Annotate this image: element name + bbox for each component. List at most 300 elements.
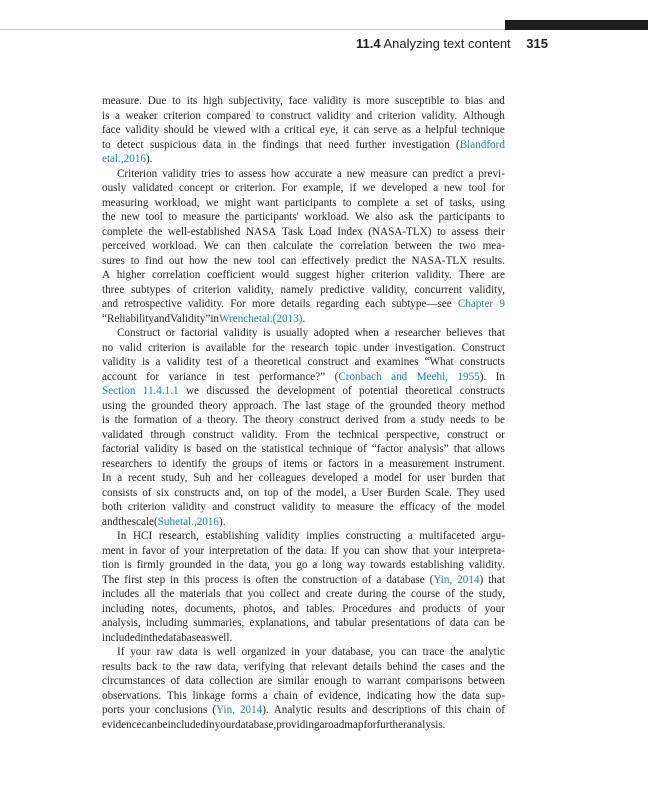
word: data. bbox=[305, 544, 327, 557]
word: items bbox=[283, 457, 308, 470]
word: a bbox=[319, 718, 325, 731]
word: workload. bbox=[152, 240, 197, 252]
citation-link[interactable]: al. bbox=[261, 312, 273, 325]
word: study bbox=[420, 414, 445, 426]
word: to bbox=[172, 95, 181, 107]
word: the bbox=[457, 501, 471, 513]
word: study, bbox=[478, 588, 505, 600]
word: model bbox=[374, 472, 403, 484]
word: research, bbox=[158, 530, 199, 542]
word: tabular bbox=[335, 617, 367, 629]
word: can bbox=[473, 617, 490, 629]
text-line bbox=[102, 94, 505, 109]
word: complete bbox=[357, 196, 399, 209]
word: establishing bbox=[410, 559, 464, 571]
word: validity bbox=[281, 501, 316, 513]
word bbox=[499, 297, 505, 312]
word: multifaceted bbox=[419, 530, 475, 542]
word: grounded bbox=[169, 559, 212, 571]
word: in bbox=[364, 457, 373, 470]
word: account bbox=[102, 370, 137, 383]
word: In bbox=[495, 370, 505, 383]
citation-link[interactable]: Blandford bbox=[459, 138, 505, 151]
word: the bbox=[114, 414, 129, 426]
word: to bbox=[255, 109, 265, 122]
word: can bbox=[401, 646, 417, 658]
word: construct bbox=[192, 428, 234, 441]
citation-link[interactable]: 9 bbox=[499, 298, 505, 310]
word: Task bbox=[282, 225, 303, 238]
word: construct bbox=[234, 501, 276, 513]
word: validity bbox=[223, 327, 258, 339]
word: that bbox=[289, 660, 307, 673]
word: be bbox=[494, 414, 505, 426]
word: face bbox=[288, 95, 308, 107]
word: Criterion bbox=[117, 167, 158, 180]
text-line bbox=[102, 152, 505, 167]
word: (NASA-TLX) bbox=[368, 225, 432, 238]
text-line bbox=[102, 283, 505, 298]
word: in bbox=[210, 312, 219, 325]
word: 2016). bbox=[123, 153, 153, 165]
word: (Blandford bbox=[456, 138, 505, 151]
citation-link[interactable]: Cronbach bbox=[338, 370, 382, 383]
word bbox=[102, 384, 135, 399]
word: a bbox=[114, 109, 120, 122]
word: of bbox=[435, 617, 445, 629]
word bbox=[183, 515, 197, 530]
word: a bbox=[376, 573, 382, 586]
word: your bbox=[484, 602, 505, 615]
word: as bbox=[401, 124, 412, 136]
word: notes, bbox=[151, 602, 178, 615]
word: From bbox=[285, 428, 310, 441]
word: is bbox=[124, 559, 132, 571]
text-line bbox=[102, 660, 505, 675]
word: validity, bbox=[468, 283, 505, 296]
word: of bbox=[445, 588, 455, 600]
word bbox=[219, 312, 254, 327]
word: comparisons bbox=[406, 675, 463, 687]
word: or bbox=[495, 428, 505, 441]
word: developed bbox=[381, 182, 428, 194]
word: coefficient bbox=[207, 269, 255, 281]
word: Scale. bbox=[424, 486, 452, 499]
word: is bbox=[102, 414, 110, 426]
citation-link[interactable]: Chapter bbox=[457, 298, 494, 310]
word: performance?” bbox=[258, 370, 326, 383]
word: validity bbox=[166, 356, 201, 368]
word: tool bbox=[468, 182, 486, 194]
word: Construct bbox=[117, 327, 161, 339]
word: database bbox=[386, 573, 425, 586]
word: also bbox=[375, 211, 394, 223]
word: can bbox=[225, 240, 241, 252]
word: of bbox=[434, 196, 444, 209]
citation-link[interactable]: al., bbox=[110, 153, 124, 165]
text-line bbox=[102, 210, 505, 225]
word: statistical bbox=[261, 443, 304, 455]
word: is bbox=[203, 646, 211, 658]
word: weaker bbox=[125, 109, 158, 122]
word: “factor bbox=[371, 443, 403, 455]
word: top bbox=[264, 486, 279, 499]
text-line bbox=[102, 616, 505, 631]
word: tries bbox=[201, 167, 221, 180]
word: to bbox=[496, 211, 505, 223]
text-line bbox=[102, 486, 505, 501]
word: validity. bbox=[415, 269, 452, 281]
word: your bbox=[129, 704, 150, 716]
word: tasks, bbox=[449, 196, 475, 209]
word: validity, bbox=[371, 283, 408, 296]
word: Load bbox=[308, 225, 332, 238]
header-tab-bar bbox=[505, 20, 648, 30]
word: two bbox=[459, 240, 476, 252]
word: materials bbox=[179, 588, 221, 600]
word: and bbox=[102, 515, 119, 528]
word: We bbox=[354, 211, 370, 223]
word: the bbox=[370, 399, 384, 412]
word: in bbox=[205, 718, 215, 731]
citation-link[interactable]: Section bbox=[102, 385, 136, 397]
word: long bbox=[322, 559, 343, 571]
running-header bbox=[0, 36, 548, 51]
word: results. bbox=[473, 254, 505, 267]
word: of bbox=[182, 414, 192, 426]
citation-link[interactable]: 1955 bbox=[457, 370, 480, 383]
word: construct bbox=[307, 356, 349, 368]
word: constructs bbox=[459, 385, 505, 397]
word: if bbox=[349, 182, 357, 194]
word: eye, bbox=[319, 124, 339, 136]
word: For bbox=[281, 182, 297, 194]
word: theory bbox=[265, 414, 294, 426]
word: the bbox=[242, 443, 257, 455]
word: for bbox=[407, 472, 421, 484]
word: evidence, bbox=[318, 689, 361, 702]
word: further bbox=[355, 138, 386, 151]
text-line bbox=[102, 326, 505, 341]
word: linkage bbox=[192, 689, 226, 702]
citation-link[interactable]: Wrench bbox=[218, 312, 254, 325]
word: and, bbox=[224, 486, 244, 499]
word: They bbox=[456, 486, 480, 499]
citation-link[interactable]: and bbox=[391, 370, 408, 383]
word: researcher bbox=[394, 327, 441, 339]
word: stage bbox=[326, 399, 350, 412]
word: measure bbox=[336, 501, 374, 513]
word: implies bbox=[306, 530, 340, 542]
word: raw bbox=[156, 646, 174, 658]
word: of bbox=[268, 457, 278, 470]
word: of bbox=[495, 704, 505, 716]
citation-link[interactable]: 2014 bbox=[457, 573, 480, 586]
word: can bbox=[353, 124, 370, 136]
word: well bbox=[216, 646, 236, 658]
text-line bbox=[102, 181, 505, 196]
word bbox=[458, 297, 493, 312]
word: workload. bbox=[304, 211, 350, 223]
word: analysis. bbox=[406, 718, 446, 731]
text-line bbox=[102, 225, 505, 240]
word: included bbox=[102, 631, 141, 644]
word: a bbox=[404, 196, 410, 209]
word: last bbox=[305, 399, 321, 412]
word: and bbox=[354, 356, 371, 368]
citation-link[interactable]: 2016 bbox=[123, 153, 146, 165]
word: (Yin, bbox=[429, 573, 453, 586]
word: on bbox=[226, 443, 238, 455]
word: the bbox=[392, 588, 406, 600]
word: Index bbox=[337, 225, 363, 238]
word: a bbox=[378, 457, 384, 470]
word: of bbox=[170, 675, 180, 687]
word: evidence bbox=[102, 718, 142, 731]
citation-link[interactable]: et bbox=[102, 153, 111, 165]
word: we bbox=[185, 385, 199, 397]
word: Procedures bbox=[342, 602, 392, 615]
word: to bbox=[225, 167, 234, 180]
word: of bbox=[176, 283, 187, 296]
text-line bbox=[102, 529, 505, 544]
text-line bbox=[102, 297, 505, 312]
citation-link[interactable]: 2014 bbox=[239, 704, 263, 716]
word: criterion bbox=[377, 109, 416, 122]
word: or bbox=[313, 457, 323, 470]
word: you bbox=[274, 559, 292, 571]
word: the bbox=[176, 660, 190, 673]
word: allows bbox=[475, 443, 505, 455]
word: subjectivity, bbox=[228, 95, 283, 107]
word: data, bbox=[248, 559, 270, 571]
word: to bbox=[168, 211, 178, 223]
word: favor bbox=[141, 544, 166, 557]
word: suspicious bbox=[149, 138, 197, 151]
word: are bbox=[258, 675, 273, 687]
citation-link[interactable]: al., bbox=[183, 515, 197, 528]
word: Analytic bbox=[273, 704, 313, 716]
word: scale bbox=[131, 515, 154, 528]
word: we bbox=[205, 196, 219, 209]
word: a bbox=[433, 182, 439, 194]
word: the bbox=[491, 660, 505, 673]
word: perceived bbox=[102, 240, 146, 252]
word: back bbox=[136, 660, 158, 673]
word: the bbox=[149, 631, 163, 644]
word: raw bbox=[195, 660, 212, 673]
word: mea- bbox=[482, 240, 505, 252]
word: Burden bbox=[387, 486, 421, 499]
word: new bbox=[346, 167, 366, 180]
citation-link[interactable]: Yin, bbox=[433, 573, 453, 586]
word: to bbox=[342, 196, 352, 209]
body-text bbox=[102, 94, 505, 732]
word: study, bbox=[161, 472, 188, 484]
word: NASA-TLX bbox=[411, 254, 468, 267]
text-line bbox=[102, 268, 505, 283]
word: recent bbox=[128, 472, 156, 484]
word: a bbox=[117, 472, 123, 484]
word: theory bbox=[437, 399, 466, 412]
citation-link[interactable]: Meehl, bbox=[416, 370, 448, 383]
word: that bbox=[412, 544, 429, 557]
word: the bbox=[242, 138, 257, 151]
word: collection bbox=[209, 675, 254, 687]
word: further bbox=[376, 718, 407, 731]
word: criterion bbox=[163, 109, 201, 122]
citation-link[interactable]: (2013) bbox=[272, 312, 303, 325]
word: approach. bbox=[233, 399, 277, 412]
word: is bbox=[183, 443, 191, 455]
word: needs bbox=[450, 414, 476, 426]
word: grounded bbox=[151, 399, 194, 412]
text-line bbox=[102, 109, 505, 124]
word: interpreta- bbox=[458, 544, 505, 557]
word: construct bbox=[447, 428, 488, 441]
word: burden bbox=[451, 472, 483, 484]
word bbox=[417, 370, 448, 385]
word: Due bbox=[147, 95, 167, 107]
word: the bbox=[438, 240, 453, 252]
word: details bbox=[352, 660, 382, 673]
word: your bbox=[130, 646, 151, 658]
word: need bbox=[328, 138, 350, 151]
word: then bbox=[247, 240, 267, 252]
word: your bbox=[305, 646, 327, 658]
word: compared bbox=[206, 109, 251, 122]
citation-link[interactable]: 11.4.1.1 bbox=[142, 385, 179, 397]
word: participants' bbox=[244, 211, 299, 223]
word: user bbox=[426, 472, 446, 484]
word: when bbox=[354, 327, 379, 339]
word: in bbox=[291, 646, 300, 658]
word: during bbox=[357, 588, 387, 600]
word: subtype—see bbox=[391, 298, 452, 310]
word: both bbox=[102, 501, 122, 513]
word: bias bbox=[464, 95, 483, 107]
word: similar bbox=[277, 675, 309, 687]
citation-link[interactable]: 2016 bbox=[196, 515, 219, 528]
word: the bbox=[450, 646, 464, 658]
word: through bbox=[150, 428, 186, 441]
word: that bbox=[488, 573, 505, 586]
text-line bbox=[102, 515, 505, 530]
word: If bbox=[117, 646, 125, 658]
word: database, bbox=[331, 646, 374, 658]
word: There bbox=[458, 269, 485, 281]
word: analysis” bbox=[407, 443, 449, 455]
word: a bbox=[415, 124, 421, 136]
word: namely bbox=[280, 283, 314, 296]
word: the bbox=[213, 254, 228, 267]
word: development bbox=[277, 385, 335, 397]
word: If bbox=[331, 544, 339, 557]
word: you bbox=[343, 544, 360, 557]
word: for bbox=[491, 182, 505, 194]
word: we bbox=[362, 182, 376, 194]
word: in bbox=[227, 138, 237, 151]
word: calculate bbox=[273, 240, 313, 252]
word: workload, bbox=[154, 196, 200, 209]
text-line bbox=[102, 587, 505, 602]
word: as bbox=[201, 631, 211, 644]
word: more bbox=[251, 298, 275, 310]
word: course bbox=[411, 588, 441, 600]
word: validated bbox=[102, 428, 143, 441]
word: formation bbox=[133, 414, 178, 426]
word: theory. bbox=[207, 414, 238, 426]
word: validity. bbox=[421, 109, 458, 122]
word: create bbox=[325, 588, 353, 600]
word: is bbox=[243, 573, 251, 586]
word: usually bbox=[276, 327, 309, 339]
word: ports bbox=[102, 704, 125, 716]
text-line bbox=[102, 689, 505, 704]
word: chain bbox=[466, 704, 491, 716]
citation-link[interactable]: et bbox=[253, 312, 262, 325]
word: variance bbox=[168, 370, 207, 383]
word: factorial bbox=[180, 327, 218, 339]
word: the bbox=[297, 486, 312, 499]
word bbox=[254, 312, 262, 327]
citation-link[interactable]: Yin, bbox=[216, 704, 235, 716]
text-line bbox=[102, 718, 505, 733]
citation-link[interactable]: et bbox=[175, 515, 184, 528]
word: theoretical bbox=[405, 385, 453, 397]
word: predict bbox=[355, 254, 387, 267]
word: concurrent bbox=[414, 283, 462, 296]
word: that bbox=[305, 138, 322, 151]
word: Validity” bbox=[170, 312, 211, 325]
word: a bbox=[407, 530, 413, 542]
word: assess bbox=[451, 225, 479, 238]
word: validated bbox=[132, 182, 173, 194]
text-line bbox=[102, 239, 505, 254]
word: validity bbox=[265, 530, 300, 542]
word: high bbox=[203, 95, 223, 107]
word: the bbox=[442, 689, 456, 702]
word: The bbox=[102, 573, 120, 586]
word: believes bbox=[446, 327, 483, 339]
word: argu- bbox=[481, 530, 505, 542]
word: data bbox=[185, 675, 204, 687]
word: validity. bbox=[241, 428, 278, 441]
word: behind bbox=[386, 660, 418, 673]
word: a bbox=[468, 167, 474, 180]
word: analytic bbox=[469, 646, 505, 658]
word: a bbox=[274, 124, 280, 136]
section-number: 11.4 bbox=[355, 36, 381, 51]
word: relevant bbox=[311, 660, 348, 673]
word: show bbox=[384, 544, 408, 557]
word bbox=[391, 370, 407, 385]
word: collect bbox=[269, 588, 300, 600]
word: factors bbox=[328, 457, 359, 470]
word: 2014) bbox=[457, 573, 484, 586]
citation-link[interactable]: Suh bbox=[157, 515, 176, 528]
word: theoretical bbox=[254, 356, 302, 368]
word: can bbox=[280, 254, 297, 267]
word: way bbox=[346, 559, 366, 571]
word: that bbox=[453, 443, 471, 455]
word: roadmap bbox=[324, 718, 364, 731]
word: is bbox=[142, 356, 150, 368]
text-line bbox=[102, 413, 505, 428]
word: your bbox=[183, 544, 205, 557]
word: interpretation bbox=[208, 544, 269, 557]
word: validity bbox=[144, 443, 179, 455]
